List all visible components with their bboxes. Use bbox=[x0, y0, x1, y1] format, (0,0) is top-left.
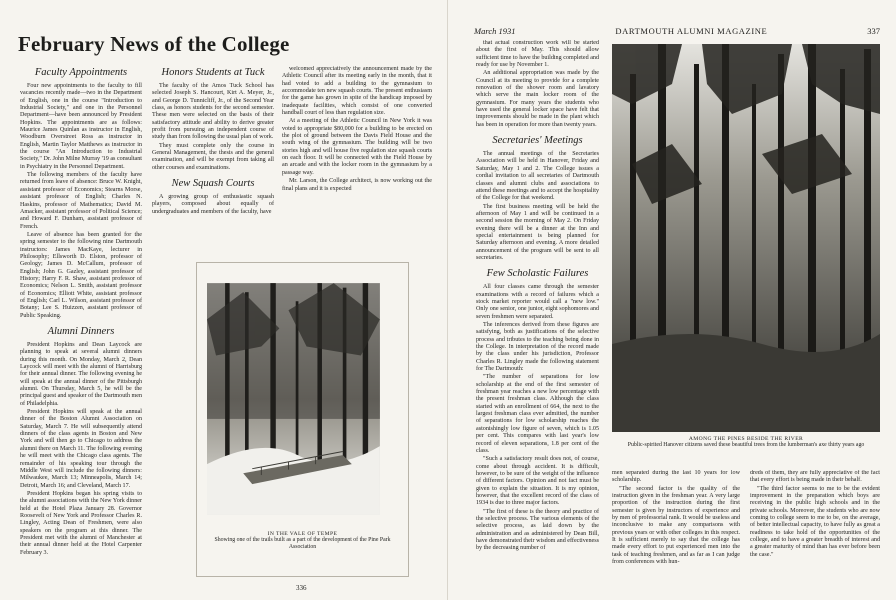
failures-paragraph: "Such a satisfactory result does not, of course, come about through accident. It is difficult, however, to be sure of the weight of the influence of different factors. Opinion and not fact must be given to explain the situation. It is my opinion, however, that the excellent record of the class of 1934 is due to three major factors. bbox=[476, 456, 599, 507]
section-heading-alumni-dinners: Alumni Dinners bbox=[47, 326, 115, 337]
section-heading-new-squash-courts: New Squash Courts bbox=[171, 178, 255, 190]
secretaries-paragraph: The annual meetings of the Secretaries Association will be held in Hanover, Friday and Saturday, May 1 and 2. The College issues a cordial invitation to all secretaries of Dartmouth classes and alumni clubs and associations to attend these meetings and to accept the hospitality of the College for that weekend. bbox=[476, 151, 599, 202]
right-column-3 bbox=[750, 470, 880, 596]
among-the-pines-caption bbox=[612, 436, 880, 449]
alumni-paragraph: President Hopkins will speak at the annual dinner of the Boston Alumni Association on Saturday, March 7. He will subsequently attend dinners of the class agents in Boston and New York and will then go to Chicago to address the alumni there on March 11. The following evening he will meet with the Chicago class agents. The remainder of his speaking tour through the Middle West will include the following dinners: Milwaukee, March 13; Minneapolis, March 14; Detroit, March 16; and Cleveland, March 17. bbox=[20, 409, 142, 489]
page-number-right: 337 bbox=[867, 26, 880, 36]
vale-of-tempe-caption bbox=[207, 531, 398, 551]
faculty-paragraph: The following members of the faculty have returned from leave of absence: Bruce W. Knight, assistant professor of Economics; Stearns Morse, assistant professor of English; Charles N. Haskins, professor of Mathematics; David M. Amacker, assistant professor of Political Science; and Howard F. Dunham, assistant professor of French. bbox=[20, 172, 142, 230]
tuck-paragraph: The faculty of the Amos Tuck School has selected Joseph S. Hancourt, Kirt A. Meyer, Jr., and George D. Tunnicliff, Jr., of the Second Year class, as honors students for the second semester. These men were selected on the basis of their satisfactory attitude and ability to derive greater profit from pursuing an independent course of study than from following the usual plan of work. bbox=[152, 83, 274, 141]
left-column-1 bbox=[20, 66, 142, 596]
right-column-2 bbox=[612, 470, 740, 596]
squash-paragraph: At a meeting of the Athletic Council in New York it was voted to appropriate $80,000 for a building to be erected on the plot of ground between the Davis Field House and the south wing of the gymnasium. The building will be two stories high and will house five regulation size squash courts on each floor. It will be connected with the Field House by an arcade and with the locker room in the gymnasium by a passage way. bbox=[282, 118, 432, 176]
squash-continuation-paragraph: An additional appropriation was made by the Council at its meeting to provide for a complete renovation of the shower room and lavatory which serve the main locker room of the gymnasium. For many years the students who have used the general locker space have felt that improvements should be made in the plant which has been in operation for more than twenty years. bbox=[476, 70, 599, 128]
page-title: February News of the College bbox=[18, 32, 290, 56]
running-head bbox=[474, 26, 880, 36]
issue-date: March 1931 bbox=[474, 26, 516, 36]
faculty-paragraph: Four new appointments to the faculty to fill vacancies recently made—two in the Department of English, one in the course "Introduction to Industrial Society," and one in the Personnel Department—have been announced by President Hopkins. The appointments are as follows: Maurice James Quinlan as instructor in English, Woodburn Overstreet Ross as instructor in English, Martin Taylor Matthews as instructor in the course "An Introduction to Industrial Society," Dr. John Milne Murray '19 as consultant in Psychiatry in the Personnel Department. bbox=[20, 83, 142, 170]
page-number-left: 336 bbox=[296, 584, 307, 592]
section-heading-secretaries-meetings: Secretaries' Meetings bbox=[492, 135, 583, 147]
squash-paragraph: A growing group of enthusiastic squash players, composed about equally of undergraduates and members of the faculty, have bbox=[152, 194, 274, 215]
vale-of-tempe-photo-frame bbox=[196, 262, 409, 577]
failures-paragraph: men separated during the last 10 years for low scholarship. bbox=[612, 470, 740, 484]
alumni-paragraph: President Hopkins began his spring visits to the alumni associations with the New York dinner held at the Hotel Plaza January 28. Governor Roosevelt of New York and Professor Charles R. Lingley, Acting Dean of Freshmen, were also speakers on the program at this dinner. The President met with the alumni of Manchester at their annual dinner held at the Hotel Carpenter February 3. bbox=[20, 490, 142, 556]
magazine-name: DARTMOUTH ALUMNI MAGAZINE bbox=[615, 26, 768, 36]
alumni-paragraph: President Hopkins and Dean Laycock are planning to speak at several alumni dinners during this month. On Monday, March 2, Dean Laycock will meet with the alumni of Harrisburg for their annual dinner. The following evening he will speak at the annual dinner of the Pittsburgh alumni. On Thursday, March 5, he will be the principal guest and speaker of the Dartmouth men of Philadelphia. bbox=[20, 342, 142, 407]
among-the-pines-photo bbox=[612, 44, 880, 432]
left-column-2 bbox=[152, 66, 274, 266]
section-heading-honors-students: Honors Students at Tuck bbox=[161, 67, 265, 78]
failures-paragraph: "The third factor seems to me to be the evident improvement in the preparation which boys are receiving in the public high schools and in the private schools. Moreover, the students who are now coming to college seem to me to be, on the average, of better intellectual capacity, to have fully as great a readiness to take hold of the opportunities of the college, and to have a greater breadth of interest and a greater maturity of mind than has ever before been the case." bbox=[750, 485, 880, 558]
failures-paragraph: "The second factor is the quality of the instruction given in the freshman year. A very large proportion of the instruction during the first semester is given by instructors of experience and by men of professorial rank. It would be useless and inconclusive to make any comparisons with previous years or with other colleges in this respect. It is sufficient merely to say that the college has made every effort to put experienced men into the task of teaching freshmen, and as far as I can judge from conferences with hun- bbox=[612, 485, 740, 566]
failures-paragraph: All four classes came through the semester examinations with a record of failures which a stock market reporter would call a "new low." Only one senior, one junior, eight sophomores and seven freshmen were separated. bbox=[476, 284, 599, 320]
squash-paragraph: welcomed appreciatively the announcement made by the Athletic Council after its meeting early in the month, that it had voted to add a building to the gymnasium to accommodate ten new squash courts. The present enthusiasm for the game has grown in spite of the handicap imposed by inadequate facilities, which consist of one converted handball court of less than regulation size. bbox=[282, 66, 432, 117]
tuck-paragraph: They must complete only the course in General Management, the thesis and the general examination, and will be exempt from taking all other courses and examinations. bbox=[152, 142, 274, 171]
photo-caption-text: Public-spirited Hanover citizens saved these beautiful trees from the lumberman's axe thirty years ago bbox=[627, 442, 865, 448]
photo-caption-text: Showing one of the trails built as a part of the development of the Pine Park Association bbox=[214, 537, 391, 550]
photo-caption-title: AMONG THE PINES BESIDE THE RIVER bbox=[688, 436, 804, 442]
vale-of-tempe-photo bbox=[207, 271, 398, 527]
left-column-3 bbox=[282, 66, 432, 256]
squash-continuation-paragraph: that actual construction work will be started about the first of May. This should allow sufficient time to have the building completed and ready for use by November 1. bbox=[476, 40, 599, 69]
right-column-1 bbox=[476, 40, 599, 596]
failures-paragraph: "The number of separations for low scholarship at the end of the first semester of freshman year reaches a new low percentage with the present freshman class. Although the class started with an enrollment of 664, the next to the largest freshman class ever admitted, the number of separations for low scholarship reaches the astonishingly low figure of seven, which is 1.05 per cent. This compares with last year's low record of eleven separations, 1.8 per cent of the class. bbox=[476, 374, 599, 454]
among-the-pines-photo-frame bbox=[612, 44, 882, 464]
secretaries-paragraph: The first business meeting will be held the afternoon of May 1 and will be continued in a second session the morning of May 2. On Friday evening there will be a dinner at the Inn and special entertainment is being planned for Saturday afternoon and evening. A more detailed announcement of the program will be sent to all secretaries. bbox=[476, 203, 599, 261]
failures-paragraph: dreds of them, they are fully appreciative of the fact that every effort is being made in their behalf. bbox=[750, 470, 880, 484]
failures-paragraph: The inferences derived from these figures are satisfying, both as justifications of the selective process and tributes to the teaching being done in the College. In interpretation of the record made by the class under his jurisdiction, Professor Charles R. Lingley made the following statement for The Dartmouth: bbox=[476, 322, 599, 373]
photo-caption-title: IN THE VALE OF TEMPE bbox=[267, 531, 338, 537]
failures-paragraph: "The first of these is the theory and practice of the selective process. The various elements of the selective process, as laid down by the administration and as administered by Dean Bill, have demonstrated their wisdom and effectiveness by the decreasing number of bbox=[476, 508, 599, 552]
faculty-paragraph: Leave of absence has been granted for the spring semester to the following nine Dartmouth instructors: James MacKaye, lecturer in Philosophy; Ellsworth D. Elston, professor of Geology; James D. McCallum, professor of English; John G. Gazley, assistant professor of History; Harry F. R. Shaw, assistant professor of Economics; Nelson L. Smith, assistant professor of Economics; Elliott White, assistant professor of English; Carl L. Wilson, assistant professor of Botany; Lee S. Huizzen, assistant professor of Public Speaking. bbox=[20, 231, 142, 319]
section-heading-faculty-appointments: Faculty Appointments bbox=[34, 67, 128, 78]
section-heading-few-scholastic-failures: Few Scholastic Failures bbox=[486, 268, 589, 280]
squash-paragraph: Mr. Larson, the College architect, is now working out the final plans and it is expected bbox=[282, 178, 432, 192]
